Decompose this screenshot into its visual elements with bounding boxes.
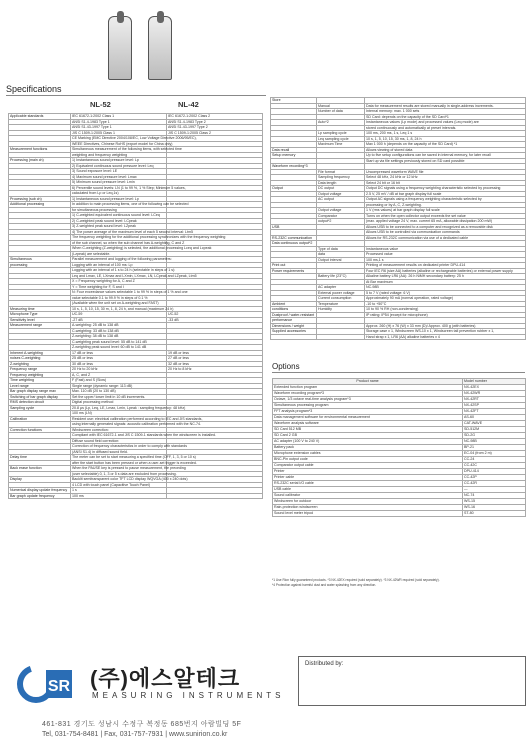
spec-left-cell: Y = Time weighting for F, S and I [71, 284, 167, 290]
option-product-name: Comparator output cable [273, 463, 463, 469]
spec-right-cell: Start up via file settings previously stored on SD card possible [365, 158, 526, 164]
spec-right-cell [317, 334, 365, 340]
spec-right-cell: Temperature [317, 301, 365, 307]
spec-left-cell: Max. 110 dB (20 to 130 dB) [71, 389, 167, 395]
spec-left-cell: Frequency weighting [9, 372, 71, 378]
spec-left-cell: 30 dB or less [71, 361, 167, 367]
spec-left-cell: C-weighting: 33 dB to 138 dB [71, 328, 167, 334]
option-model-number: CC-42C [463, 463, 526, 469]
spec-right-cell: 100 ms, 200 ms, 1 s, Leq 1 s [365, 131, 526, 137]
spec-left-cell: Frequency range [9, 367, 71, 373]
spec-left-cell: 5) Minimum sound pressure level: Lmin [71, 180, 167, 186]
options-header-model: Model number [463, 379, 526, 385]
spec-left-cell: 100 ms [71, 493, 167, 499]
spec-right-cell: Printing of measurement results on dedicated printer DPU-414 [365, 263, 526, 269]
spec-left-cell: 17 dB or less [71, 350, 167, 356]
spec-right-cell: Storage case x 1, Windscreen WS-10 x 1, Windscreen tall prevention rubber x 1, [365, 329, 526, 335]
spec-left-cell: 6) Percentile sound levels: LN (1 to 99 %, 1 % Step; Minimum 5 values, [72, 185, 186, 190]
spec-right-cell: Print out [271, 263, 317, 269]
spec-left-cell: Measurement functions [9, 147, 71, 153]
sr-logo-icon [16, 662, 78, 706]
spec-left-cell: Microphone Type [9, 312, 71, 318]
spec-left-cell: 2) C-weighted peak sound level: LCpeak [71, 218, 167, 224]
option-row [273, 511, 526, 517]
spec-left-cell: calculated from Lp or Leq,1s) [71, 191, 167, 197]
option-model-number: SD-512M [463, 427, 526, 433]
spec-right-cell: Sampling frequency [317, 175, 365, 181]
spec-left-cell: 4) Maximum sound pressure level: Lmax [71, 174, 167, 180]
spec-right-cell: Up to five setup configurations can be saved in internal memory, for later recall [365, 153, 526, 159]
option-product-name: Sound level meter tripod [273, 511, 463, 517]
option-product-name: Rain-protection windscreen [273, 505, 463, 511]
spec-left-cell: WEEE Directives, Chinese RoHS (export model for China only) [72, 141, 173, 146]
spec-left-cell: IEC 61672-1:2002 Class 1 [71, 114, 167, 120]
option-product-name: FFT analysis program*3 [273, 409, 463, 415]
spec-left-cell: The meter can be set to start measuring a specified time (OFF, 1, 3, 5 or 10 s) [72, 455, 196, 459]
spec-right-cell: 10 s, 1, 5, 10, 15, 30 ms, 1, 8, 24 h [365, 136, 526, 142]
option-model-number: EC-04 (from 2 m) [463, 451, 526, 457]
spec-left-cell: UC-59 [71, 312, 167, 318]
spec-right-cell: Dimensions / weight [271, 323, 317, 329]
spec-left-cell: 10 s, 1, 5, 10, 15, 30 m, 1, 8, 24 h, and manual (maximum 24 h) [72, 306, 174, 311]
option-product-name: Extended function program [273, 385, 463, 391]
spec-right-cell: DC output [317, 186, 365, 192]
spec-left-cell: 2) Equivalent continuous sound pressure level: Leq [71, 163, 167, 169]
spec-left-cell: Digital processing method [71, 400, 167, 406]
spec-left-cell: 3) Z-weighted peak sound level: LZpeak [71, 224, 167, 230]
spec-left-cell: Level range [9, 383, 71, 389]
spec-left-cell: 1) Instantaneous sound pressure level: Lp [71, 158, 167, 164]
spec-right-cell: Approximately 90 mA (normal operation, rated voltage) [365, 296, 526, 302]
option-product-name: SD Card 2 GB [273, 433, 463, 439]
spec-left-cell: Numerical display update frequency [9, 488, 71, 494]
spec-right-cell: (max. applied voltage 24 V, max. current 65 mA, allowable dissipation 200 mW) [365, 219, 526, 225]
option-model-number: CC-24 [463, 457, 526, 463]
spec-right-cell: Output DC signals using a frequency weighting characteristic selected by processing [365, 186, 526, 192]
spec-right-cell: 2.5 V, 25 mV / dB at bar graph display full scale [365, 191, 526, 197]
spec-left-cell: 20.8 μs (Lp, Leq, LE, Lmax, Lmin, Lpeak : sampling frequency: 48 kHz) [72, 405, 186, 410]
spec-left-cell: 3) Sound exposure level: LE [71, 169, 167, 175]
distributor-box [298, 656, 526, 706]
spec-left-cell: 25 dB or less [71, 356, 167, 362]
spec-left-cell: Inherent A-weighting [9, 350, 71, 356]
spec-right-cell: File format [317, 169, 365, 175]
spec-right-row [271, 334, 526, 340]
spec-right-cell: Allows USB to be controlled via communication commands [365, 230, 526, 236]
spec-left-row [9, 493, 263, 499]
spec-left-cell: When C-weighting (Z-weighting) is selected, the additional processing Lceq and Lcpeak [72, 246, 212, 250]
spec-left-cell: In addition to main processing items, one of the following can be selected [72, 202, 189, 206]
spec-left-cell: 1) C-weighted equivalent continuous sound level: LCeq [71, 213, 167, 219]
model-header [78, 100, 262, 112]
option-product-name: BNC-Pin output code [273, 457, 463, 463]
spec-right-cell: processing or by A, C, Z-weighting. [365, 202, 526, 208]
spec-left-cell: 100 ms (LN) [71, 411, 167, 417]
spec-left-cell: The frequency weighting for the additional processing synchronizes with the frequency weighting [72, 235, 226, 239]
option-model-number: NX-42FT [463, 409, 526, 415]
spec-right-cell: Data for measurement results are stored manually in single-address increments. [365, 103, 526, 109]
spec-right-cell: Output AC signals using a frequency weighting characteristic selected by [365, 197, 526, 203]
spec-left-cell: Calibration [9, 416, 71, 422]
spec-left-cell: (user selectable) 0, 1, 3 or 5 s data are excluded from processing. [72, 471, 177, 476]
spec-right-cell: 1 V (rms values) at bar graph display full scale [365, 208, 526, 214]
option-product-name: Sound calibrator [273, 493, 463, 499]
spec-left-cell: Switching of bar graph display [9, 394, 71, 400]
spec-left-cell: ANSI S1.4-1983 Type 2 [167, 119, 263, 125]
spec-right-cell: SD Card: depends on the capacity of the SD Card*1 [365, 114, 526, 120]
spec-right-cell: Select 48 kHz, 24 kHz or 12 kHz [365, 175, 526, 181]
spec-table-left [8, 113, 263, 499]
company-name-korean: (주)에스알테크 [90, 666, 241, 691]
options-title: Options [272, 362, 300, 371]
nl52-device-image [108, 16, 132, 80]
option-model-number: ST-80 [463, 511, 526, 517]
spec-left-cell: value selectable 0.1 to 99.9 % in steps of 0.1 % [71, 295, 167, 301]
spec-right-cell: Lp sampling cycle [317, 131, 365, 137]
spec-left-cell: (Available when the unit set on A-weighting and FAST) [71, 301, 167, 307]
spec-left-cell: Bar graph display range max [9, 389, 71, 395]
spec-right-cell: Processed value [365, 252, 526, 258]
option-model-number: DPU-414 [463, 469, 526, 475]
company-name-english: MEASURING INSTRUMENTS [92, 691, 285, 700]
spec-left-cell: 1) Instantaneous sound pressure level: Lp [71, 196, 167, 202]
option-model-number: SD-2G [463, 433, 526, 439]
options-notes [272, 578, 525, 587]
spec-left-cell: noises C-weighting [9, 356, 71, 362]
spec-right-cell: Output voltage [317, 208, 365, 214]
option-product-name: Octave, 1/3 octave real-time analysis program*3 [273, 397, 463, 403]
spec-left-cell: Simultaneous measurement of the following items, with selected time [72, 147, 182, 151]
spec-left-cell [167, 493, 263, 499]
spec-left-cell: Logging with an interval of 100 ms: Lp [71, 262, 167, 268]
spec-left-cell: Backlit semitransparent color TFT LCD display WQVGA (400 x 240 dots) [72, 477, 188, 481]
contact-info: Tel, 031-754-8481 | Fax, 031-757-7931 | www.sunirion.co.kr [42, 731, 228, 738]
spec-left-cell: Leq and Lmax, LE, LXmax and LXmin, LXmax, LN, LCpeak and LZpeak, Ltm5 [72, 273, 197, 278]
option-product-name: Printer cable [273, 475, 463, 481]
spec-left-cell: -33 dB [167, 317, 263, 323]
spec-right-cell: Allows for RS-232C communication via use of a dedicated cable [365, 235, 526, 241]
spec-right-cell: Humidity [317, 307, 365, 313]
logo-text: SR [47, 678, 71, 695]
spec-left-cell: CE Marking (EMC Directive 2004/108/EC, Low Voltage Directive 2006/95/EC), [72, 136, 197, 140]
option-product-name: Simultaneous processing program [273, 403, 463, 409]
spec-right-cell: Max 1 000 h (depends on the capacity of the SD Card) *1 [365, 142, 526, 148]
option-model-number: WS-15 [463, 499, 526, 505]
spec-left-cell: weighting and frequency weighting [71, 152, 167, 158]
spec-left-cell: Single range (dynamic range: 113 dB) [71, 383, 167, 389]
spec-right-cell: Waveform recording*3 [271, 164, 317, 170]
spec-right-cell: NC-98B [365, 285, 526, 291]
spec-left-cell: 4) The power average of the maximum level of each 5 second interval: Ltm5 [72, 229, 193, 234]
option-model-number: NC-98B [463, 439, 526, 445]
spec-right-cell: Leq sampling cycle [317, 136, 365, 142]
spec-left-cell: Simultaneous [9, 257, 71, 263]
option-model-number: WS-16 [463, 505, 526, 511]
spec-left-cell: Additional processing [9, 202, 71, 208]
option-model-number: NX-42EX [463, 385, 526, 391]
spec-left-cell: Processing (sub ch) [9, 196, 71, 202]
option-model-number: CAT-WAVE [463, 421, 526, 427]
spec-left-cell: Parallel measurement and logging of the following parameters: [72, 257, 172, 261]
spec-right-cell: Select 24 bit or 16 bit [365, 180, 526, 186]
spec-left-cell: JIS C 1509-1:2005 Class 1 [71, 130, 167, 136]
spec-left-cell: UC-52 [167, 312, 263, 318]
option-model-number: NX-42SP [463, 403, 526, 409]
spec-left-cell: using internally generated signals: acoustic calibration performed with the NC-74. [72, 422, 202, 426]
spec-right-cell: performance [271, 318, 317, 324]
spec-right-cell: Uncompressed waveform WAVE file [365, 169, 526, 175]
spec-left-cell: 1 s [71, 488, 167, 494]
spec-left-cell: ANSI S1.43-1997 Type 2 [167, 125, 263, 131]
option-product-name: USB cable [273, 487, 463, 493]
model-nl42: NL-42 [178, 100, 199, 109]
options-header-product: Product name [273, 379, 463, 385]
spec-right-cell: conditions [271, 307, 317, 313]
address: 461-831 경기도 성남시 수정구 복정동 685번지 아람빌딩 5F [42, 721, 242, 728]
spec-left-cell: ANSI S1.4-1983 Type 1 [71, 119, 167, 125]
option-model-number: AS-60 [463, 415, 526, 421]
spec-right-cell: Instantaneous value [365, 246, 526, 252]
spec-left-cell: Sampling cycle [9, 405, 71, 411]
spec-left-cell: Display [9, 477, 71, 483]
spec-left-cell: JIS C 1509-1:2005 Class 2 [167, 130, 263, 136]
nl42-device-image [148, 16, 172, 80]
spec-left-cell: Time weighting [9, 378, 71, 384]
spec-left-cell: ANSI S1.43-1997 Type 1 [71, 125, 167, 131]
spec-right-cell: output*2 [317, 219, 365, 225]
spec-left-cell: Logging with an interval of 1 s to 24 h (selectable in steps of 1 s): [72, 268, 176, 272]
option-model-number: CC-42P [463, 475, 526, 481]
spec-left-cell: X = Frequency weighting for A, C and Z [71, 279, 167, 285]
spec-right-cell: Turns on when the open collector output exceeds the set value [365, 213, 526, 219]
spec-left-cell: Diffuse sound field correction: [71, 438, 167, 444]
spec-right-cell: Comparator [317, 213, 365, 219]
options-table [272, 378, 526, 517]
spec-right-cell: IP rating: IP54 (except for microphone) [365, 312, 526, 318]
spec-right-cell: Output voltage [317, 191, 365, 197]
spec-left-cell: Z-weighting: 38 dB to 138 dB [71, 334, 167, 340]
note-2: *4 Protection against harmful dust and water splashing from any direction. [272, 582, 377, 587]
option-model-number: NX-42WR [463, 391, 526, 397]
option-product-name: Battery pack [273, 445, 463, 451]
spec-left-cell: C-weighting peak sound level: 55 dB to 141 dB [71, 339, 167, 345]
page-title: Specifications [6, 84, 62, 94]
spec-left-cell: Resident use: electrical calibration performed according to IEC and JIS standards, [72, 416, 203, 421]
spec-right-cell: stored continuously and automatically at preset intervals. [365, 125, 526, 131]
spec-right-cell: Dustproof / water-resistant [271, 312, 317, 318]
spec-left-cell: after the start button has been pressed or when a user-set trigger is exceeded. [72, 460, 197, 465]
spec-right-cell: 5 to 7 V (rated voltage: 6 V) [365, 290, 526, 296]
option-model-number: NX-42RT [463, 397, 526, 403]
option-product-name: Waveform analysis software [273, 421, 463, 427]
spec-left-cell: IEC 61672-1:2002 Class 2 [167, 114, 263, 120]
option-model-number: — [463, 487, 526, 493]
spec-left-cell: 20 Hz to 8 kHz [167, 367, 263, 373]
spec-left-cell: -27 dB [71, 317, 167, 323]
option-product-name: Windscreen for outdoor [273, 499, 463, 505]
spec-left-cell: A-weighting: 25 dB to 138 dB [71, 323, 167, 329]
spec-left-cell: Sensitivity level [9, 317, 71, 323]
option-product-name: SD Card 512 MB [273, 427, 463, 433]
spec-left-cell: 32 dB or less [167, 361, 263, 367]
spec-left-cell: Bar graph update frequency [9, 493, 71, 499]
spec-right-cell: USB [271, 224, 317, 230]
spec-right-cell: Manual [317, 103, 365, 109]
spec-left-cell: (Lzpeak) are selectable. [71, 251, 167, 257]
model-nl52: NL-52 [90, 100, 111, 109]
spec-left-cell: processing [9, 262, 71, 268]
spec-left-cell: Measurement range [9, 323, 71, 329]
spec-right-cell: Allows viewing of stored data [365, 147, 526, 153]
spec-right-cell: Data recall [271, 147, 317, 153]
spec-right-cell: Alkaline battery LR6 (AA): 26 h NiMH secondary battery: 25 h [365, 274, 526, 280]
spec-right-cell: AC output [317, 197, 365, 203]
spec-right-cell: At Bar maximum [365, 279, 526, 285]
spec-left-cell: 27 dB or less [167, 356, 263, 362]
spec-left-cell: for simultaneous processing [71, 207, 167, 213]
spec-right-cell: Supplied accessories [271, 329, 317, 335]
spec-right-cell: Hand strap x 1, LR6 (AA) alkaline batteries x 4 [365, 334, 526, 340]
option-product-name: Printer [273, 469, 463, 475]
spec-left-cell: 4 LCD with touch panel (Capacitive Touch Panel) [71, 482, 167, 488]
option-model-number: NC-74 [463, 493, 526, 499]
spec-right-cell: Data continuous output*2 [271, 241, 317, 247]
spec-right-cell: Output [271, 186, 317, 192]
spec-right-cell: Ambient [271, 301, 317, 307]
spec-right-cell: Internal memory: max. 1 000 sets [365, 109, 526, 115]
spec-right-cell: Approx. 260 (H) x 76 (W) x 33 mm (D)/ Approx. 400 g (with batteries) [365, 323, 526, 329]
spec-right-cell: Maximum Time [317, 142, 365, 148]
spec-left-cell: When the PAUSE key is pressed to pause measurement, the preceding [72, 466, 186, 470]
spec-left-cell: Delay time [9, 455, 71, 461]
title-rule [6, 95, 266, 96]
spec-right-cell: Four IEC R6 (size AA) batteries (alkaline or rechargeable batteries) or external power supply [365, 268, 526, 274]
spec-right-cell: Store [271, 98, 317, 104]
spec-left-cell: Measuring time [9, 306, 71, 312]
spec-left-cell: Z-weighting [9, 361, 71, 367]
option-product-name: Data management software for environmental measurement [273, 415, 463, 421]
spec-left-cell: N: Four exceedance values selectable 1 to 99 % in steps of 1 % and one [72, 290, 188, 294]
spec-right-cell: AC adapter [317, 285, 365, 291]
spec-right-cell: Current consumption [317, 296, 365, 302]
spec-right-cell: Auto*2 [317, 120, 365, 126]
spec-left-cell: Correction functions [9, 427, 71, 433]
spec-right-cell: RS-232C communication [271, 235, 317, 241]
spec-right-cell: Data length [317, 180, 365, 186]
spec-left-cell: (ANSI S1.4) in diffused sound field. [71, 449, 167, 455]
note-1: *1 Use Rion fully guaranteed products. *3 NX-42EX required (sold separately). *3 NX-42WR required (sold separately). [272, 578, 440, 582]
spec-right-cell: Allows USB to be connected to a computer and recognized as a removable disk [365, 224, 526, 230]
spec-left-cell: Processing (main ch) [9, 158, 71, 164]
spec-table-right [270, 97, 526, 340]
spec-left-cell: Set the upper/ lower limit in 10 dB increments. [71, 394, 167, 400]
spec-left-cell: Correction of frequency characteristics in order to comply with standards [72, 444, 188, 448]
spec-left-cell: 20 Hz to 20 kHz [71, 367, 167, 373]
spec-left-cell: A, C, and Z [71, 372, 167, 378]
spec-right-cell: Output interval [317, 257, 365, 263]
spec-left-cell: Z-weighting peak sound level: 60 dB to 141 dB [71, 345, 167, 351]
spec-right-cell: 100 ms,1 s [365, 257, 526, 263]
spec-left-cell: Compliant with IEC 61672-1 and JIS C 1509-1 standards when the windscreen is installed. [72, 433, 217, 437]
spec-left-cell: RMS detection circuit [9, 400, 71, 406]
option-model-number: BP-21 [463, 445, 526, 451]
spec-right-cell: Setup memory [271, 153, 317, 159]
spec-right-cell: 10 to 90 % RH (non-condensing) [365, 307, 526, 313]
spec-right-cell: data [317, 252, 365, 258]
option-product-name: Waveform recording program*3 [273, 391, 463, 397]
spec-right-cell: Type of data [317, 246, 365, 252]
spec-left-cell: Applicable standards [9, 114, 71, 120]
spec-right-cell: External power voltage [317, 290, 365, 296]
spec-right-cell: Instantaneous values (Lp mode) and processed values (Leq mode) are [365, 120, 526, 126]
spec-right-cell: -10 to +50°C [365, 301, 526, 307]
option-product-name: RS-232C serial I/O cable [273, 481, 463, 487]
spec-right-cell: Number of data [317, 109, 365, 115]
spec-left-cell: 19 dB or less [167, 350, 263, 356]
option-product-name: AC adapter (100 V to 240 V) [273, 439, 463, 445]
spec-left-cell: of the sub channel, so when the sub channel has A-weighting, C and Z [72, 240, 185, 245]
spec-right-cell [271, 334, 317, 340]
spec-right-cell: Power requirements [271, 268, 317, 274]
options-rule [272, 372, 525, 373]
spec-left-cell: F (Fast) and S (Slow) [71, 378, 167, 384]
spec-left-cell: Windscreen correction: [71, 427, 167, 433]
distributed-by-label: Distributed by: [305, 661, 344, 667]
option-product-name: Microphone extension cables [273, 451, 463, 457]
option-model-number: CC-42R [463, 481, 526, 487]
spec-left-cell: Back erase function [9, 466, 71, 472]
spec-right-cell: Battery life (23°C) [317, 274, 365, 280]
